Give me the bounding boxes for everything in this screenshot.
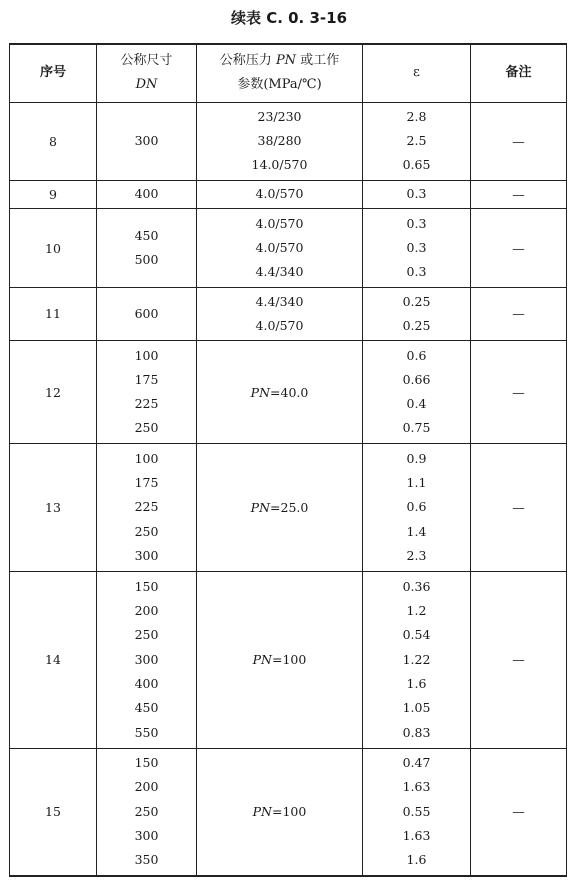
cell-note: —: [471, 287, 567, 340]
eps-value: 1.2: [406, 603, 427, 619]
pn-value: 4.4/340: [255, 264, 304, 280]
data-table: [9, 43, 567, 877]
cell-pn: [197, 180, 363, 209]
header-dn-line1: 公称尺寸: [120, 53, 173, 69]
cell-eps: [363, 748, 471, 876]
header-seq: 序号: [10, 44, 97, 102]
cell-seq: 10: [10, 209, 97, 287]
eps-value: 2.3: [406, 547, 427, 563]
eps-value: 1.4: [406, 523, 427, 539]
eps-value: 2.8: [406, 108, 427, 124]
eps-value: 0.3: [406, 264, 427, 280]
dn-value: 500: [134, 252, 159, 268]
pn-value: 4.0/570: [255, 215, 304, 231]
pn-value: 4.0/570: [255, 317, 304, 333]
header-dn-line2: DN: [135, 77, 158, 93]
pn-value: 23/230: [257, 108, 302, 124]
eps-value: 1.6: [406, 675, 427, 691]
eps-value: 0.66: [402, 371, 431, 387]
dn-value: 175: [134, 474, 159, 490]
eps-value: 1.6: [406, 852, 427, 868]
dn-value: 150: [134, 578, 159, 594]
table-title: 续表 C. 0. 3-16: [230, 9, 348, 27]
dn-value: 225: [134, 396, 159, 412]
eps-value: 1.22: [402, 651, 431, 667]
pn-symbol: PN: [252, 652, 272, 668]
dn-value: 300: [134, 828, 159, 844]
eps-value: 0.3: [406, 215, 427, 231]
eps-value: 0.83: [402, 724, 431, 740]
cell-dn: [97, 287, 197, 340]
header-pn-line1: [197, 49, 362, 73]
dn-value: 225: [134, 499, 159, 515]
header-note: 备注: [471, 44, 567, 102]
cell-eps: [363, 180, 471, 209]
eps-value: 0.36: [402, 578, 431, 594]
table-row: [10, 287, 567, 340]
table-row: [10, 102, 567, 180]
eps-value: 1.1: [406, 474, 427, 490]
eps-value: 0.3: [406, 239, 427, 255]
dn-value: 250: [134, 627, 159, 643]
cell-eps: [363, 444, 471, 572]
cell-pn: [197, 748, 363, 876]
table-row: [10, 571, 567, 748]
eps-value: 0.47: [402, 755, 431, 771]
cell-pn: [197, 102, 363, 180]
cell-pn: [197, 209, 363, 287]
pn-number: =100: [272, 652, 307, 668]
cell-pn: [197, 287, 363, 340]
pn-number: =25.0: [270, 499, 309, 515]
eps-value: 0.55: [402, 803, 431, 819]
dn-value: 300: [134, 651, 159, 667]
pn-value: 4.0/570: [255, 186, 304, 202]
dn-value: 150: [134, 755, 159, 771]
cell-dn: [97, 209, 197, 287]
cell-seq: 13: [10, 444, 97, 572]
dn-value: 600: [134, 305, 159, 321]
cell-dn: [97, 571, 197, 748]
eps-value: 0.9: [406, 450, 427, 466]
dn-value: 400: [134, 675, 159, 691]
dn-value: 200: [134, 603, 159, 619]
header-pn-pre: 公称压力: [219, 53, 276, 69]
header-dn: [97, 44, 197, 102]
cell-eps: [363, 341, 471, 444]
cell-eps: [363, 571, 471, 748]
pn-symbol: PN: [250, 499, 271, 515]
dn-value: 250: [134, 803, 159, 819]
eps-value: 0.25: [402, 293, 431, 309]
cell-note: —: [471, 444, 567, 572]
cell-note: —: [471, 748, 567, 876]
table-row: [10, 444, 567, 572]
dn-value: 350: [134, 852, 159, 868]
eps-value: 0.54: [402, 627, 431, 643]
table-row: [10, 341, 567, 444]
cell-dn: [97, 341, 197, 444]
dn-value: 100: [134, 347, 159, 363]
eps-value: 0.65: [402, 157, 431, 173]
cell-dn: [97, 748, 197, 876]
header-pn-post: 或工作: [296, 53, 340, 69]
pn-value: 14.0/570: [251, 157, 308, 173]
pn-value: 4.4/340: [255, 293, 304, 309]
dn-value: 300: [134, 132, 159, 148]
dn-value: 300: [134, 547, 159, 563]
pn-number: =100: [272, 804, 307, 820]
cell-eps: [363, 287, 471, 340]
cell-pn: [197, 444, 363, 572]
cell-dn: [97, 444, 197, 572]
eps-value: 0.6: [406, 347, 427, 363]
dn-value: 550: [134, 724, 159, 740]
eps-value: 0.75: [402, 420, 431, 436]
header-eps: ε: [363, 44, 471, 102]
dn-value: 400: [134, 186, 159, 202]
table-row: [10, 748, 567, 876]
header-pn-line2: 参数(MPa/℃): [237, 77, 322, 93]
eps-value: 1.63: [402, 828, 431, 844]
cell-dn: [97, 102, 197, 180]
cell-seq: 14: [10, 571, 97, 748]
header-pn-symbol: PN: [275, 53, 297, 69]
pn-symbol: PN: [250, 384, 271, 400]
eps-value: 1.63: [402, 779, 431, 795]
dn-value: 250: [134, 420, 159, 436]
dn-value: 200: [134, 779, 159, 795]
dn-value: 250: [134, 523, 159, 539]
cell-eps: [363, 209, 471, 287]
cell-note: —: [471, 180, 567, 209]
pn-number: =40.0: [270, 384, 309, 400]
pn-value: 38/280: [257, 132, 302, 148]
eps-value: 0.25: [402, 317, 431, 333]
cell-pn: [197, 571, 363, 748]
eps-value: 2.5: [406, 132, 427, 148]
cell-seq: 8: [10, 102, 97, 180]
table-row: [10, 209, 567, 287]
cell-eps: [363, 102, 471, 180]
eps-value: 0.3: [406, 186, 427, 202]
pn-value: 4.0/570: [255, 239, 304, 255]
cell-dn: [97, 180, 197, 209]
eps-value: 1.05: [402, 700, 431, 716]
header-row: [10, 44, 567, 102]
dn-value: 100: [134, 450, 159, 466]
eps-value: 0.4: [406, 396, 427, 412]
cell-pn: [197, 341, 363, 444]
cell-note: —: [471, 571, 567, 748]
cell-seq: 11: [10, 287, 97, 340]
cell-seq: 12: [10, 341, 97, 444]
cell-note: —: [471, 102, 567, 180]
dn-value: 450: [134, 700, 159, 716]
cell-note: —: [471, 341, 567, 444]
eps-value: 0.6: [406, 499, 427, 515]
table-row: [10, 180, 567, 209]
cell-seq: 9: [10, 180, 97, 209]
dn-value: 450: [134, 227, 159, 243]
cell-seq: 15: [10, 748, 97, 876]
dn-value: 175: [134, 371, 159, 387]
pn-symbol: PN: [252, 804, 272, 820]
cell-note: —: [471, 209, 567, 287]
header-pn: [197, 44, 363, 102]
